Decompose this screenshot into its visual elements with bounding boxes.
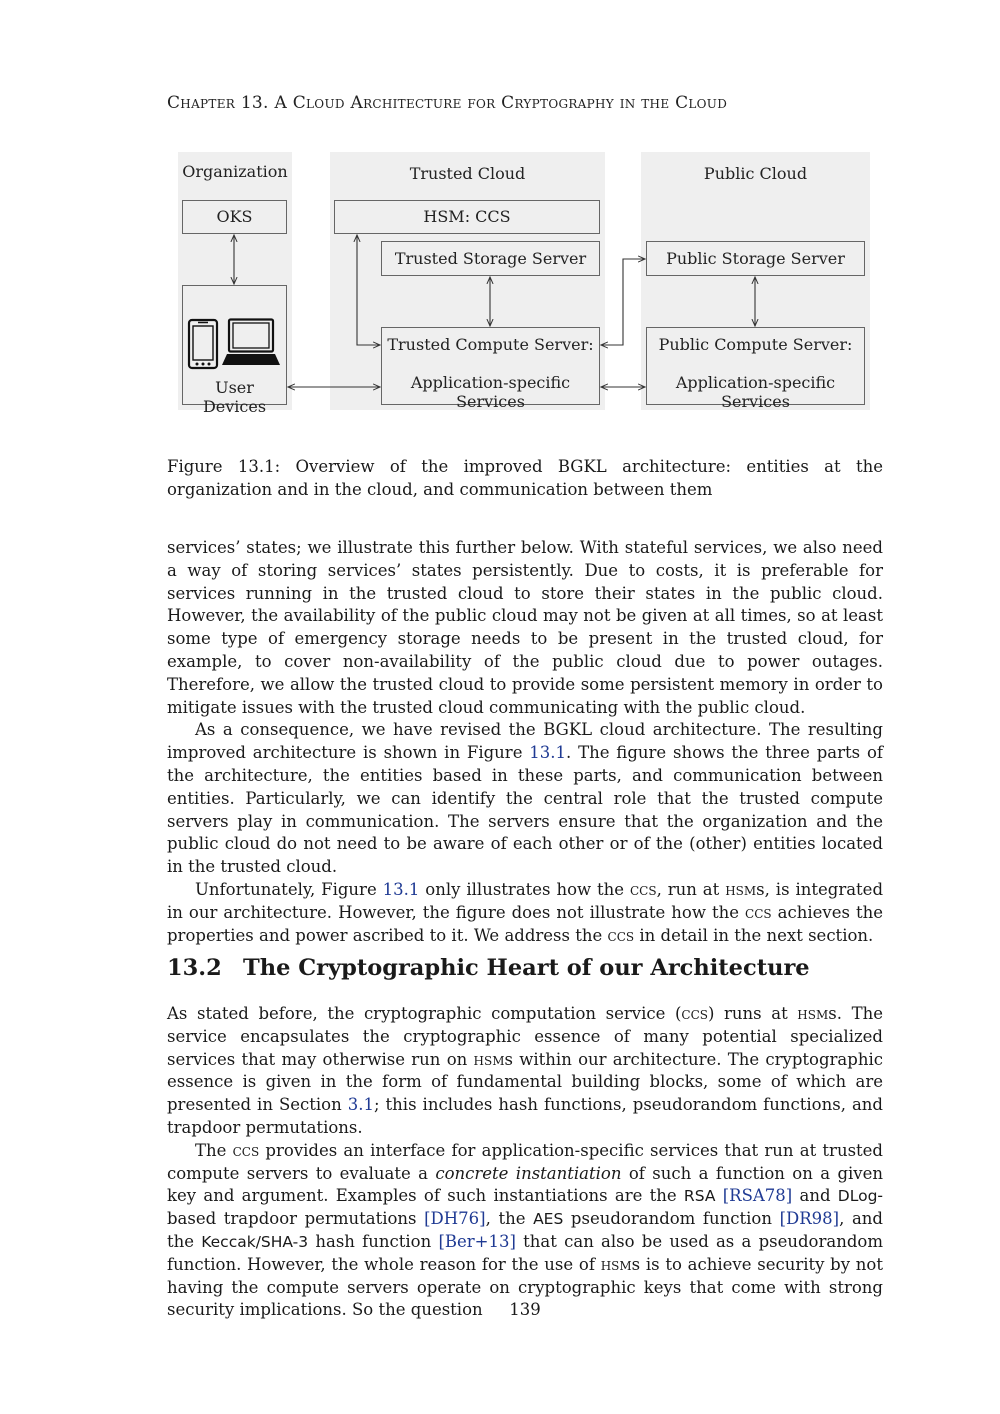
text: As stated before, the cryptographic computation service ( [167,1004,682,1023]
section-title: The Cryptographic Heart of our Architecture [243,955,810,981]
section-number: 13.2 [167,955,222,981]
text: . The service encapsulates the cryptographic essence of many potential specialized services that may otherwise run on [167,1004,883,1069]
text: The [195,1140,233,1160]
text: s [756,879,765,899]
running-head: Chapter 13. A Cloud Architecture for Cryptography in the Cloud [167,93,728,113]
paragraph [167,1003,883,1140]
hsm-ccs-label: HSM: CCS [423,207,511,226]
text: As a consequence, we have revised the BGKL cloud architecture. The resulting improved architecture is shown in Figure [167,720,883,763]
acronym: ccs [607,925,635,945]
text: provides an interface for application-specific services that run at trusted compute servers to evaluate a [167,1140,883,1183]
acronym: ccs [629,879,657,899]
acronym: hsm [797,1004,829,1023]
citation-link[interactable]: [Ber+13] [438,1231,516,1251]
section-link[interactable]: 3.1 [347,1095,374,1115]
text: only illustrates how the [419,879,630,899]
text: of such a function on a given key and argument. Examples of such instantiations are the [167,1163,884,1206]
algorithm-name: AES [533,1210,564,1229]
text: , is integrated in our architecture. However, the figure does not illustrate how the [167,879,884,922]
text: ; this includes hash functions, pseudorandom functions, and trapdoor permutations. [167,1095,883,1137]
text: , run at [656,879,726,899]
acronym: ccs [681,1004,708,1023]
text: , and the [167,1209,883,1251]
text: in detail in the next section. [634,925,874,945]
acronym: hsm [473,1049,505,1069]
text: within our architecture. The cryptographic essence is given in the form of fundamental building blocks, some of which are presented in Section [167,1049,883,1115]
page-number: 139 [509,1300,541,1319]
figure-link[interactable]: 13.1 [382,879,420,899]
paragraph [167,719,883,879]
public-storage-server-label: Public Storage Server [666,249,845,268]
arrow-trusted-compute-public-storage [601,259,645,345]
acronym: hsm [600,1254,632,1274]
public-compute-services: Application-specific Services [675,373,836,411]
trusted-compute-services: Application-specific Services [410,373,571,411]
text: pseudorandom function [563,1209,780,1229]
text: ) runs at [708,1004,798,1023]
architecture-figure [0,0,1000,440]
arrow-hsm-trusted-compute [357,235,380,345]
text: , the [485,1209,534,1229]
public-compute-title: Public Compute Server: [658,335,853,354]
oks-label: OKS [216,207,253,226]
paragraph [167,1140,883,1322]
text: is to achieve security by not having the compute servers operate on cryptographic keys that come with strong security implications. So the question [167,1254,883,1320]
text: Unfortunately, Figure [195,879,383,899]
text: that can also be used as a pseudorandom function. However, the whole reason for the use of [167,1231,883,1274]
figure-caption: Figure 13.1: Overview of the improved BGKL architecture: entities at the organization and in the cloud, and communication between them [167,457,883,499]
algorithm-name: RSA [683,1187,716,1206]
figure-link[interactable]: 13.1 [529,743,567,763]
algorithm-name: Keccak/SHA-3 [201,1232,309,1251]
paragraph: services’ states; we illustrate this further below. With stateful services, we also need a way of storing services’ states persistently. Due to costs, it is preferable for services running in the trusted cloud to store their states in the public cloud. However, the availability of the public cloud may not be given at all times, so at least some type of emergency storage needs to be present in the trusted cloud, for example, to cover non-availability of the public cloud due to power outages. Therefore, we allow the trusted cloud to provide some persistent memory in order to mitigate issues with the trusted cloud communicating with the public cloud. [167,538,883,717]
text: . The figure shows the three parts of the architecture, the entities based in these parts, and communication between entities. Particularly, we can identify the central role that the trusted compute servers play in communication. The servers ensure that the organization and the public cloud do not need to be aware of each other or of the (other) entities located in the trusted cloud. [167,743,883,877]
text: s [631,1254,641,1274]
text: s [504,1049,513,1069]
acronym: ccs [232,1140,260,1160]
citation-link[interactable]: [DH76] [424,1209,486,1229]
trusted-compute-title: Trusted Compute Server: [387,335,594,354]
text: and [792,1186,838,1206]
text: hash function [308,1231,439,1251]
emphasis: concrete instantiation [435,1163,622,1183]
trusted-storage-server-label: Trusted Storage Server [394,249,587,268]
body-text-top [167,537,883,947]
region-label-public-cloud: Public Cloud [703,164,808,183]
citation-link[interactable]: [DR98] [779,1209,840,1229]
acronym: ccs [745,902,772,922]
citation-link[interactable]: [RSA78] [722,1186,793,1206]
section-heading [167,955,810,981]
user-devices-label: User Devices [202,378,267,416]
algorithm-name: DLog [837,1187,878,1206]
region-label-trusted-cloud: Trusted Cloud [409,164,526,183]
acronym: hsm [725,879,757,899]
connection-arrows [0,0,1000,440]
text: achieves the properties and power ascribed to it. We address the [167,902,884,945]
paragraph [167,879,883,947]
text: -based trapdoor permutations [167,1186,883,1229]
text: s [828,1004,837,1023]
body-text-section [167,1003,883,1322]
region-label-organization: Organization [182,162,288,181]
